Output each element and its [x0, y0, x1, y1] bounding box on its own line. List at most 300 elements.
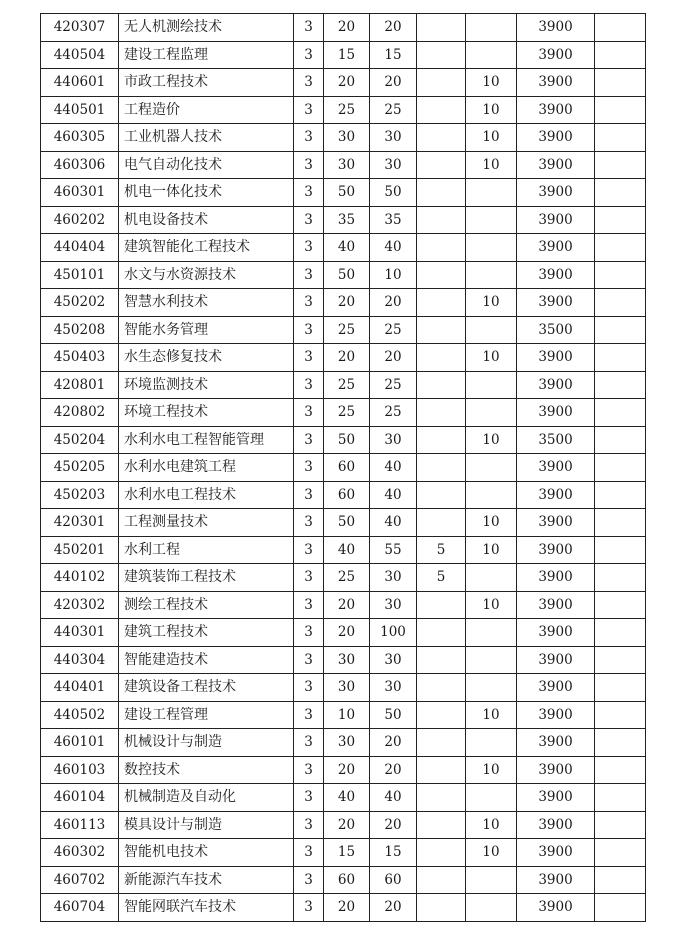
tuition-cell: 3900 [517, 481, 595, 509]
quota-cell-1: 25 [324, 316, 370, 344]
note-cell [595, 619, 646, 647]
quota-cell-3 [417, 866, 466, 894]
quota-cell-4: 10 [466, 344, 517, 372]
quota-cell-2: 10 [370, 261, 417, 289]
major-code-cell: 440404 [41, 234, 119, 262]
table-row [41, 399, 646, 427]
quota-cell-1: 20 [324, 14, 370, 42]
major-name-cell: 测绘工程技术 [119, 591, 294, 619]
major-code-cell: 450208 [41, 316, 119, 344]
quota-cell-3 [417, 316, 466, 344]
quota-cell-1: 35 [324, 206, 370, 234]
table-row [41, 756, 646, 784]
duration-cell: 3 [294, 426, 324, 454]
tuition-cell: 3900 [517, 536, 595, 564]
quota-cell-4 [466, 14, 517, 42]
duration-cell: 3 [294, 316, 324, 344]
quota-cell-3 [417, 206, 466, 234]
quota-cell-3 [417, 701, 466, 729]
quota-cell-2: 30 [370, 151, 417, 179]
quota-cell-4 [466, 481, 517, 509]
duration-cell: 3 [294, 69, 324, 97]
major-code-cell: 460202 [41, 206, 119, 234]
table-row [41, 234, 646, 262]
major-name-cell: 水利水电建筑工程 [119, 454, 294, 482]
quota-cell-2: 20 [370, 289, 417, 317]
note-cell [595, 509, 646, 537]
quota-cell-3 [417, 591, 466, 619]
tuition-cell: 3900 [517, 14, 595, 42]
major-name-cell: 智能机电技术 [119, 839, 294, 867]
quota-cell-3 [417, 839, 466, 867]
quota-cell-2: 40 [370, 481, 417, 509]
table-row [41, 811, 646, 839]
note-cell [595, 811, 646, 839]
quota-cell-1: 60 [324, 454, 370, 482]
major-code-cell: 460306 [41, 151, 119, 179]
tuition-cell: 3900 [517, 399, 595, 427]
major-code-cell: 420802 [41, 399, 119, 427]
duration-cell: 3 [294, 454, 324, 482]
quota-cell-2: 25 [370, 96, 417, 124]
quota-cell-1: 50 [324, 509, 370, 537]
major-name-cell: 建筑装饰工程技术 [119, 564, 294, 592]
duration-cell: 3 [294, 894, 324, 922]
table-row [41, 509, 646, 537]
major-code-cell: 450205 [41, 454, 119, 482]
major-code-cell: 450204 [41, 426, 119, 454]
major-name-cell: 建筑工程技术 [119, 619, 294, 647]
quota-cell-4: 10 [466, 701, 517, 729]
major-name-cell: 环境工程技术 [119, 399, 294, 427]
duration-cell: 3 [294, 729, 324, 757]
duration-cell: 3 [294, 179, 324, 207]
table-row [41, 866, 646, 894]
quota-cell-2: 40 [370, 454, 417, 482]
major-name-cell: 机电一体化技术 [119, 179, 294, 207]
major-code-cell: 450101 [41, 261, 119, 289]
quota-cell-3 [417, 96, 466, 124]
quota-cell-4 [466, 729, 517, 757]
quota-cell-3 [417, 454, 466, 482]
table-row [41, 371, 646, 399]
note-cell [595, 206, 646, 234]
major-code-cell: 440401 [41, 674, 119, 702]
note-cell [595, 14, 646, 42]
quota-cell-1: 60 [324, 866, 370, 894]
note-cell [595, 261, 646, 289]
tuition-cell: 3900 [517, 674, 595, 702]
major-name-cell: 水利水电工程技术 [119, 481, 294, 509]
table-row [41, 14, 646, 42]
duration-cell: 3 [294, 399, 324, 427]
quota-cell-2: 30 [370, 674, 417, 702]
major-name-cell: 智能水务管理 [119, 316, 294, 344]
quota-cell-2: 55 [370, 536, 417, 564]
quota-cell-2: 20 [370, 811, 417, 839]
quota-cell-1: 20 [324, 619, 370, 647]
major-code-cell: 440102 [41, 564, 119, 592]
quota-cell-4: 10 [466, 426, 517, 454]
duration-cell: 3 [294, 41, 324, 69]
note-cell [595, 866, 646, 894]
major-code-cell: 450202 [41, 289, 119, 317]
note-cell [595, 151, 646, 179]
quota-cell-3 [417, 894, 466, 922]
major-code-cell: 440501 [41, 96, 119, 124]
note-cell [595, 591, 646, 619]
duration-cell: 3 [294, 811, 324, 839]
table-row [41, 151, 646, 179]
quota-cell-4: 10 [466, 536, 517, 564]
quota-cell-4: 10 [466, 124, 517, 152]
quota-cell-2: 20 [370, 69, 417, 97]
note-cell [595, 344, 646, 372]
table-row [41, 701, 646, 729]
major-name-cell: 工程造价 [119, 96, 294, 124]
tuition-cell: 3900 [517, 839, 595, 867]
note-cell [595, 701, 646, 729]
quota-cell-3 [417, 261, 466, 289]
note-cell [595, 179, 646, 207]
table-row [41, 454, 646, 482]
tuition-cell: 3900 [517, 124, 595, 152]
table-row [41, 729, 646, 757]
major-name-cell: 数控技术 [119, 756, 294, 784]
quota-cell-3 [417, 619, 466, 647]
note-cell [595, 289, 646, 317]
note-cell [595, 564, 646, 592]
duration-cell: 3 [294, 784, 324, 812]
table-row [41, 124, 646, 152]
note-cell [595, 399, 646, 427]
major-name-cell: 建筑智能化工程技术 [119, 234, 294, 262]
quota-cell-3 [417, 646, 466, 674]
quota-cell-4: 10 [466, 509, 517, 537]
tuition-cell: 3900 [517, 289, 595, 317]
quota-cell-3: 5 [417, 536, 466, 564]
duration-cell: 3 [294, 151, 324, 179]
quota-cell-2: 30 [370, 646, 417, 674]
note-cell [595, 646, 646, 674]
major-code-cell: 440601 [41, 69, 119, 97]
table-row [41, 426, 646, 454]
table-row [41, 674, 646, 702]
quota-cell-2: 20 [370, 344, 417, 372]
quota-cell-4: 10 [466, 96, 517, 124]
major-name-cell: 模具设计与制造 [119, 811, 294, 839]
note-cell [595, 69, 646, 97]
major-name-cell: 市政工程技术 [119, 69, 294, 97]
note-cell [595, 481, 646, 509]
quota-cell-1: 50 [324, 179, 370, 207]
quota-cell-4 [466, 454, 517, 482]
note-cell [595, 674, 646, 702]
table-row [41, 41, 646, 69]
duration-cell: 3 [294, 289, 324, 317]
table-row [41, 316, 646, 344]
quota-cell-1: 60 [324, 481, 370, 509]
major-name-cell: 工业机器人技术 [119, 124, 294, 152]
quota-cell-3 [417, 344, 466, 372]
tuition-cell: 3500 [517, 426, 595, 454]
quota-cell-2: 15 [370, 41, 417, 69]
duration-cell: 3 [294, 124, 324, 152]
quota-cell-3 [417, 674, 466, 702]
table-row [41, 206, 646, 234]
quota-cell-4 [466, 261, 517, 289]
major-code-cell: 460103 [41, 756, 119, 784]
tuition-cell: 3900 [517, 454, 595, 482]
table-row [41, 69, 646, 97]
duration-cell: 3 [294, 96, 324, 124]
quota-cell-2: 100 [370, 619, 417, 647]
quota-cell-3 [417, 371, 466, 399]
note-cell [595, 536, 646, 564]
tuition-cell: 3900 [517, 756, 595, 784]
major-code-cell: 420307 [41, 14, 119, 42]
duration-cell: 3 [294, 206, 324, 234]
note-cell [595, 784, 646, 812]
note-cell [595, 839, 646, 867]
tuition-cell: 3900 [517, 866, 595, 894]
note-cell [595, 756, 646, 784]
quota-cell-1: 20 [324, 289, 370, 317]
table-row [41, 591, 646, 619]
quota-cell-4 [466, 206, 517, 234]
quota-cell-2: 40 [370, 234, 417, 262]
table-row [41, 179, 646, 207]
table-row [41, 839, 646, 867]
quota-cell-4 [466, 646, 517, 674]
major-name-cell: 水生态修复技术 [119, 344, 294, 372]
quota-cell-1: 15 [324, 839, 370, 867]
note-cell [595, 729, 646, 757]
quota-cell-2: 20 [370, 756, 417, 784]
tuition-cell: 3900 [517, 591, 595, 619]
quota-cell-1: 30 [324, 729, 370, 757]
quota-cell-1: 30 [324, 124, 370, 152]
duration-cell: 3 [294, 344, 324, 372]
quota-cell-3 [417, 69, 466, 97]
quota-cell-2: 60 [370, 866, 417, 894]
quota-cell-4 [466, 674, 517, 702]
major-code-cell: 450201 [41, 536, 119, 564]
note-cell [595, 454, 646, 482]
quota-cell-2: 20 [370, 729, 417, 757]
quota-cell-2: 15 [370, 839, 417, 867]
table-row [41, 784, 646, 812]
quota-cell-4 [466, 399, 517, 427]
major-code-cell: 460305 [41, 124, 119, 152]
quota-cell-4: 10 [466, 151, 517, 179]
quota-cell-2: 25 [370, 371, 417, 399]
quota-cell-4: 10 [466, 756, 517, 784]
tuition-cell: 3900 [517, 729, 595, 757]
quota-cell-2: 20 [370, 14, 417, 42]
quota-cell-2: 35 [370, 206, 417, 234]
quota-cell-2: 50 [370, 179, 417, 207]
quota-cell-3 [417, 426, 466, 454]
table-row [41, 536, 646, 564]
quota-cell-2: 50 [370, 701, 417, 729]
quota-cell-2: 40 [370, 509, 417, 537]
table-row [41, 894, 646, 922]
duration-cell: 3 [294, 261, 324, 289]
quota-cell-2: 30 [370, 564, 417, 592]
major-name-cell: 电气自动化技术 [119, 151, 294, 179]
quota-cell-1: 25 [324, 564, 370, 592]
table-row [41, 646, 646, 674]
duration-cell: 3 [294, 371, 324, 399]
table-row [41, 564, 646, 592]
tuition-cell: 3900 [517, 179, 595, 207]
major-name-cell: 建设工程监理 [119, 41, 294, 69]
major-code-cell: 440502 [41, 701, 119, 729]
major-name-cell: 机械制造及自动化 [119, 784, 294, 812]
quota-cell-3 [417, 481, 466, 509]
table-row [41, 344, 646, 372]
quota-cell-1: 50 [324, 426, 370, 454]
quota-cell-1: 40 [324, 234, 370, 262]
quota-cell-4 [466, 179, 517, 207]
major-code-cell: 420801 [41, 371, 119, 399]
duration-cell: 3 [294, 509, 324, 537]
quota-cell-4: 10 [466, 591, 517, 619]
quota-cell-2: 25 [370, 316, 417, 344]
duration-cell: 3 [294, 756, 324, 784]
major-code-cell: 450203 [41, 481, 119, 509]
tuition-cell: 3900 [517, 234, 595, 262]
quota-cell-3 [417, 234, 466, 262]
quota-cell-1: 30 [324, 674, 370, 702]
quota-cell-3 [417, 151, 466, 179]
quota-cell-1: 20 [324, 591, 370, 619]
quota-cell-4 [466, 371, 517, 399]
tuition-cell: 3900 [517, 371, 595, 399]
duration-cell: 3 [294, 866, 324, 894]
tuition-cell: 3900 [517, 69, 595, 97]
quota-cell-1: 25 [324, 371, 370, 399]
major-code-cell: 420302 [41, 591, 119, 619]
major-name-cell: 新能源汽车技术 [119, 866, 294, 894]
duration-cell: 3 [294, 481, 324, 509]
tuition-cell: 3900 [517, 894, 595, 922]
tuition-cell: 3900 [517, 509, 595, 537]
quota-cell-1: 20 [324, 811, 370, 839]
major-name-cell: 机电设备技术 [119, 206, 294, 234]
quota-cell-1: 15 [324, 41, 370, 69]
major-name-cell: 建筑设备工程技术 [119, 674, 294, 702]
major-code-cell: 450403 [41, 344, 119, 372]
major-name-cell: 工程测量技术 [119, 509, 294, 537]
quota-cell-1: 20 [324, 756, 370, 784]
duration-cell: 3 [294, 14, 324, 42]
quota-cell-1: 20 [324, 344, 370, 372]
quota-cell-1: 10 [324, 701, 370, 729]
tuition-cell: 3900 [517, 811, 595, 839]
note-cell [595, 234, 646, 262]
quota-cell-4 [466, 619, 517, 647]
quota-cell-3 [417, 729, 466, 757]
quota-cell-1: 25 [324, 96, 370, 124]
enrollment-table [40, 13, 646, 922]
major-code-cell: 460301 [41, 179, 119, 207]
quota-cell-4 [466, 41, 517, 69]
quota-cell-4 [466, 564, 517, 592]
tuition-cell: 3900 [517, 41, 595, 69]
major-name-cell: 水文与水资源技术 [119, 261, 294, 289]
table-row [41, 261, 646, 289]
quota-cell-4: 10 [466, 811, 517, 839]
note-cell [595, 371, 646, 399]
quota-cell-3 [417, 509, 466, 537]
tuition-cell: 3900 [517, 619, 595, 647]
duration-cell: 3 [294, 701, 324, 729]
note-cell [595, 41, 646, 69]
quota-cell-1: 50 [324, 261, 370, 289]
quota-cell-4: 10 [466, 69, 517, 97]
quota-cell-3 [417, 289, 466, 317]
quota-cell-2: 25 [370, 399, 417, 427]
duration-cell: 3 [294, 646, 324, 674]
quota-cell-3 [417, 41, 466, 69]
quota-cell-3 [417, 399, 466, 427]
major-name-cell: 机械设计与制造 [119, 729, 294, 757]
major-name-cell: 水利工程 [119, 536, 294, 564]
note-cell [595, 316, 646, 344]
quota-cell-4: 10 [466, 839, 517, 867]
quota-cell-4 [466, 316, 517, 344]
quota-cell-2: 30 [370, 124, 417, 152]
table-row [41, 289, 646, 317]
tuition-cell: 3900 [517, 96, 595, 124]
tuition-cell: 3900 [517, 646, 595, 674]
major-code-cell: 460104 [41, 784, 119, 812]
major-name-cell: 水利水电工程智能管理 [119, 426, 294, 454]
major-code-cell: 460302 [41, 839, 119, 867]
major-name-cell: 环境监测技术 [119, 371, 294, 399]
quota-cell-4 [466, 894, 517, 922]
note-cell [595, 894, 646, 922]
quota-cell-3 [417, 784, 466, 812]
major-name-cell: 无人机测绘技术 [119, 14, 294, 42]
quota-cell-3 [417, 14, 466, 42]
quota-cell-4: 10 [466, 289, 517, 317]
tuition-cell: 3900 [517, 151, 595, 179]
tuition-cell: 3500 [517, 316, 595, 344]
quota-cell-1: 20 [324, 69, 370, 97]
quota-cell-2: 40 [370, 784, 417, 812]
quota-cell-3 [417, 756, 466, 784]
duration-cell: 3 [294, 619, 324, 647]
table-row [41, 481, 646, 509]
major-code-cell: 460101 [41, 729, 119, 757]
major-code-cell: 440504 [41, 41, 119, 69]
major-code-cell: 440301 [41, 619, 119, 647]
major-name-cell: 智能建造技术 [119, 646, 294, 674]
quota-cell-3 [417, 179, 466, 207]
table-row [41, 619, 646, 647]
tuition-cell: 3900 [517, 261, 595, 289]
major-name-cell: 智能网联汽车技术 [119, 894, 294, 922]
duration-cell: 3 [294, 536, 324, 564]
major-code-cell: 420301 [41, 509, 119, 537]
note-cell [595, 96, 646, 124]
tuition-cell: 3900 [517, 206, 595, 234]
quota-cell-3 [417, 811, 466, 839]
tuition-cell: 3900 [517, 784, 595, 812]
